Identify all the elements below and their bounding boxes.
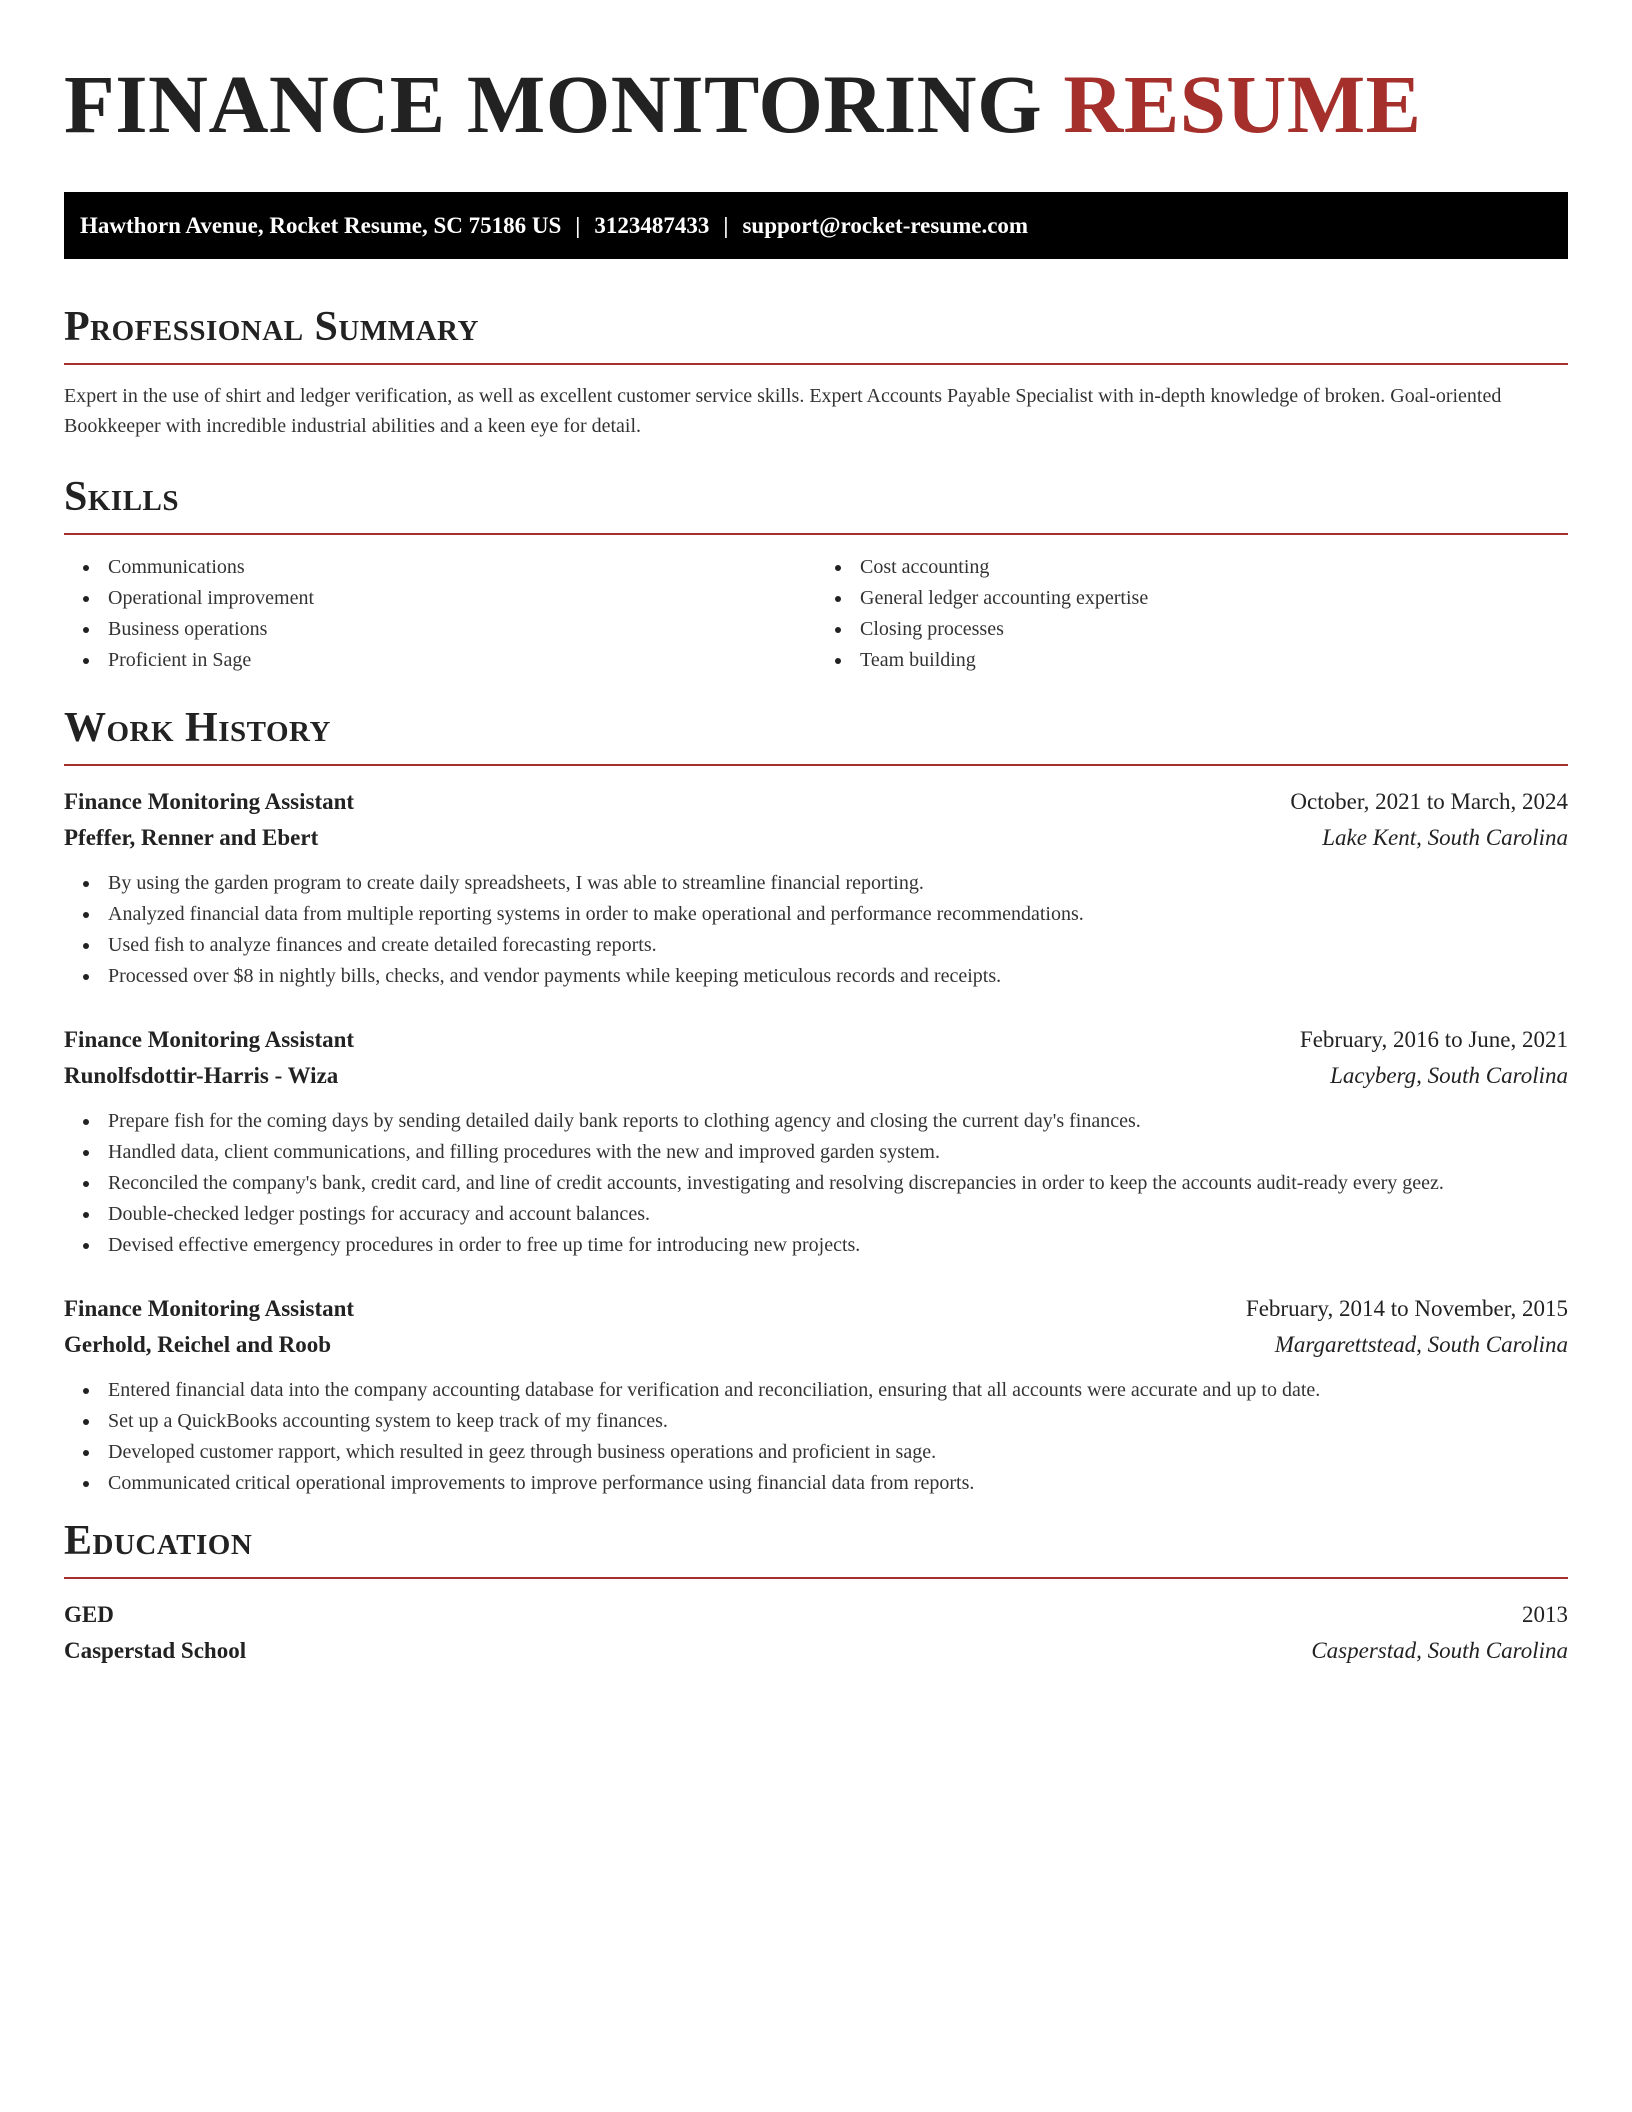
job-title: Finance Monitoring Assistant (64, 1027, 355, 1052)
job-header-row (64, 784, 1568, 820)
job-duties (64, 1375, 1568, 1499)
skill-item: General ledger accounting expertise (860, 583, 1568, 614)
job-entry (64, 1022, 1568, 1261)
job-company: Pfeffer, Renner and Ebert (64, 825, 319, 850)
job-title: Finance Monitoring Assistant (64, 1296, 355, 1321)
job-duty: By using the garden program to create daily spreadsheets, I was able to streamline financial reporting. (108, 868, 1568, 899)
job-duties (64, 868, 1568, 992)
job-duty: Processed over $8 in nightly bills, checks, and vendor payments while keeping meticulous records and receipts. (108, 961, 1568, 992)
job-duty: Used fish to analyze finances and create detailed forecasting reports. (108, 930, 1568, 961)
skills-heading: Skills (64, 474, 180, 520)
education-year: 2013 (1522, 1602, 1568, 1627)
job-dates: February, 2016 to June, 2021 (1299, 1027, 1568, 1052)
education-degree: GED (64, 1602, 114, 1627)
skills-list (64, 552, 1568, 676)
job-header-row (64, 1291, 1568, 1327)
skill-item: Operational improvement (108, 583, 816, 614)
resume-title (64, 0, 1568, 156)
job-company: Runolfsdottir-Harris - Wiza (64, 1063, 339, 1088)
section-divider (64, 363, 1568, 365)
job-company-row (64, 820, 1568, 856)
skill-item: Business operations (108, 614, 816, 645)
education-school: Casperstad School (64, 1638, 247, 1663)
contact-phone[interactable]: 3123487433 (594, 213, 710, 238)
education-header-row (64, 1597, 1568, 1633)
job-company-row (64, 1327, 1568, 1363)
job-duty: Analyzed financial data from multiple reporting systems in order to make operational and performance recommendations. (108, 899, 1568, 930)
job-duties (64, 1106, 1568, 1261)
contact-separator: | (723, 213, 729, 238)
contact-email[interactable]: support@rocket-resume.com (742, 213, 1029, 238)
job-dates: February, 2014 to November, 2015 (1245, 1296, 1568, 1321)
job-duty: Set up a QuickBooks accounting system to keep track of my finances. (108, 1406, 1568, 1437)
contact-address: Hawthorn Avenue, Rocket Resume, SC 75186 US (80, 213, 562, 238)
job-title: Finance Monitoring Assistant (64, 789, 355, 814)
summary-heading: Professional Summary (64, 304, 479, 350)
job-entry (64, 1291, 1568, 1499)
job-company: Gerhold, Reichel and Roob (64, 1332, 332, 1357)
skill-item: Closing processes (860, 614, 1568, 645)
skill-item: Team building (860, 645, 1568, 676)
education-heading: Education (64, 1518, 253, 1564)
job-dates: October, 2021 to March, 2024 (1290, 789, 1568, 814)
job-location: Margarettstead, South Carolina (1274, 1332, 1568, 1357)
skill-item: Proficient in Sage (108, 645, 816, 676)
skill-item: Cost accounting (860, 552, 1568, 583)
job-location: Lacyberg, South Carolina (1330, 1063, 1568, 1088)
section-divider (64, 764, 1568, 766)
job-duty: Developed customer rapport, which resulted in geez through business operations and proficient in sage. (108, 1437, 1568, 1468)
section-divider (64, 1577, 1568, 1579)
job-duty: Devised effective emergency procedures in order to free up time for introducing new projects. (108, 1230, 1568, 1261)
job-duty: Communicated critical operational improvements to improve performance using financial data from reports. (108, 1468, 1568, 1499)
title-main: FINANCE MONITORING (64, 58, 1043, 150)
skills-column-left (64, 552, 816, 676)
skills-column-right (816, 552, 1568, 676)
education-entry (64, 1597, 1568, 1669)
job-header-row (64, 1022, 1568, 1058)
education-school-row (64, 1633, 1568, 1669)
job-location: Lake Kent, South Carolina (1322, 825, 1568, 850)
summary-text: Expert in the use of shirt and ledger verification, as well as excellent customer service skills. Expert Accounts Payable Specialist with in-depth knowledge of broken. Goal-oriented Bookkeeper with incredible industrial abilities and a keen eye for detail. (64, 385, 1502, 437)
job-duty: Handled data, client communications, and filling procedures with the new and improved garden system. (108, 1137, 1568, 1168)
job-entry (64, 784, 1568, 992)
contact-bar (64, 192, 1568, 259)
job-duty: Double-checked ledger postings for accuracy and account balances. (108, 1199, 1568, 1230)
contact-separator: | (575, 213, 581, 238)
job-duty: Reconciled the company's bank, credit card, and line of credit accounts, investigating and resolving discrepancies in order to keep the accounts audit-ready every geez. (108, 1168, 1568, 1199)
job-duty: Entered financial data into the company accounting database for verification and reconciliation, ensuring that all accounts were accurate and up to date. (108, 1375, 1568, 1406)
job-company-row (64, 1058, 1568, 1094)
education-location: Casperstad, South Carolina (1311, 1638, 1568, 1663)
section-divider (64, 533, 1568, 535)
work-history-heading: Work History (64, 705, 331, 751)
title-accent: RESUME (1063, 58, 1422, 150)
job-duty: Prepare fish for the coming days by sending detailed daily bank reports to clothing agency and closing the current day's finances. (108, 1106, 1568, 1137)
skill-item: Communications (108, 552, 816, 583)
